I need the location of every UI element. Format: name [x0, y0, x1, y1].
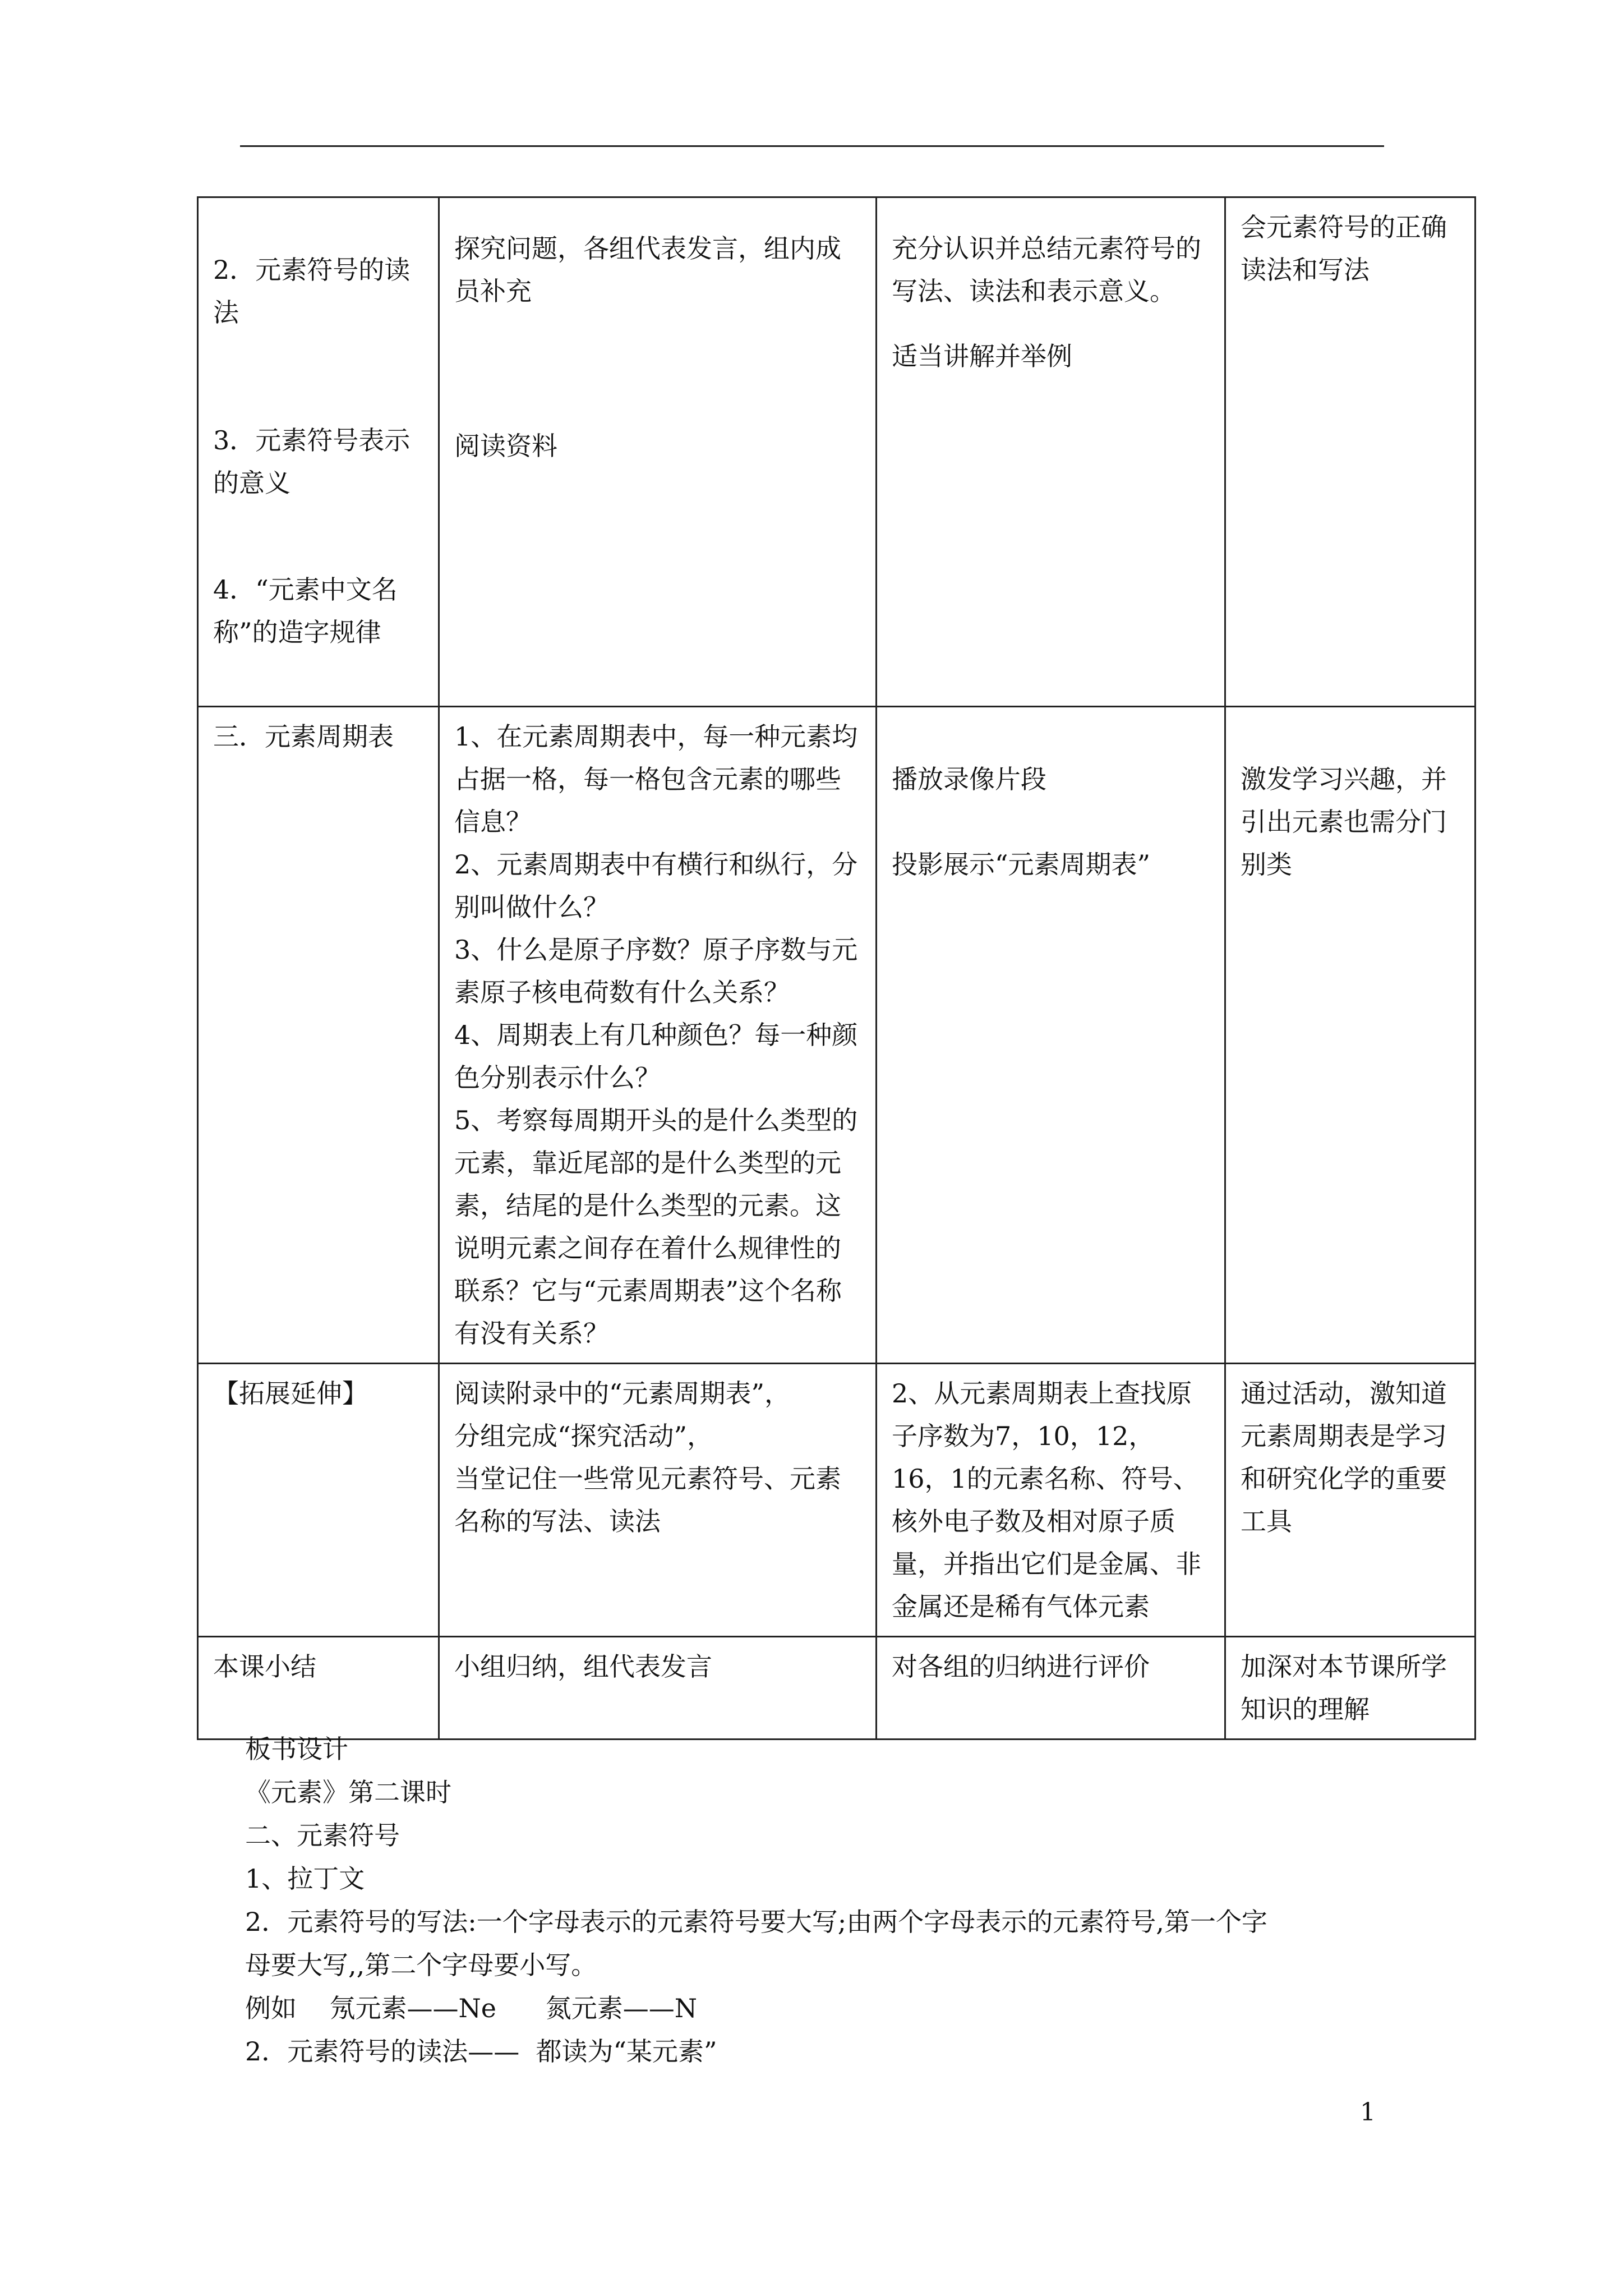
- table-cell: [198, 197, 439, 707]
- design-intent: 会元素符号的正确读法和写法: [1241, 212, 1447, 285]
- topic-summary: 本课小结: [213, 1651, 316, 1682]
- question-2: 2、元素周期表中有横行和纵行，分别叫做什么？: [454, 849, 858, 922]
- topic-extension: 【拓展延伸】: [213, 1378, 368, 1409]
- student-activity: 探究问题，各组代表发言，组内成员补充: [454, 233, 841, 306]
- page-number: 1: [1360, 2098, 1376, 2127]
- table-cell: [439, 1637, 877, 1740]
- board-line: 母要大写,,第二个字母要小写。: [245, 1950, 597, 1980]
- table-row: [198, 197, 1476, 707]
- topic-reading: 2．元素符号的读法: [213, 255, 411, 328]
- board-line: 例如 氖元素——Ne 氮元素——N: [245, 1993, 697, 2023]
- table-cell: [1225, 1364, 1476, 1637]
- student-activity: 分组完成“探究活动”，: [454, 1421, 713, 1451]
- table-cell: [1225, 1637, 1476, 1740]
- teacher-activity: 2、从元素周期表上查找原子序数为7，10，12，16，1的元素名称、符号、核外电子数及相对原子质量，并指出它们是金属、非金属还是稀有气体元素: [892, 1378, 1201, 1622]
- teacher-activity: 投影展示“元素周期表”: [892, 849, 1151, 880]
- table-cell: [198, 1637, 439, 1740]
- board-line: 《元素》第二课时: [245, 1777, 451, 1807]
- teacher-activity: 充分认识并总结元素符号的写法、读法和表示意义。: [892, 233, 1201, 306]
- question-3: 3、什么是原子序数？原子序数与元素原子核电荷数有什么关系？: [454, 935, 858, 1007]
- board-line: 2．元素符号的写法:一个字母表示的元素符号要大写;由两个字母表示的元素符号,第一个字: [245, 1907, 1267, 1937]
- board-line: 二、元素符号: [245, 1820, 400, 1851]
- table-row: [198, 1364, 1476, 1637]
- board-line: 2．元素符号的读法—— 都读为“某元素”: [245, 2036, 717, 2067]
- table-cell: [877, 197, 1225, 707]
- student-activity: 阅读资料: [454, 431, 557, 461]
- table-row: [198, 707, 1476, 1364]
- teacher-activity: 播放录像片段: [892, 764, 1046, 794]
- table-cell: [1225, 707, 1476, 1364]
- question-4: 4、周期表上有几种颜色？每一种颜色分别表示什么？: [454, 1020, 858, 1093]
- design-intent: 通过活动，激知道元素周期表是学习和研究化学的重要工具: [1241, 1378, 1447, 1536]
- board-line: 板书设计: [245, 1734, 348, 1764]
- board-line: 1、拉丁文: [245, 1864, 365, 1894]
- student-activity: 当堂记住一些常见元素符号、元素名称的写法、读法: [454, 1464, 841, 1536]
- table-cell: [198, 1364, 439, 1637]
- teacher-activity: 对各组的归纳进行评价: [892, 1651, 1150, 1682]
- topic-naming: 4．“元素中文名称”的造字规律: [213, 574, 398, 647]
- design-intent: 加深对本节课所学知识的理解: [1241, 1651, 1447, 1724]
- table-row: [198, 1637, 1476, 1740]
- question-5: 5、考察每周期开头的是什么类型的元素，靠近尾部的是什么类型的元素，结尾的是什么类型的元素。这说明元素之间存在着什么规律性的联系？它与“元素周期表”这个名称有没有关系？: [454, 1105, 858, 1349]
- table-cell: [877, 1364, 1225, 1637]
- table-cell: [439, 1364, 877, 1637]
- table-cell: [877, 1637, 1225, 1740]
- question-1: 1、在元素周期表中，每一种元素均占据一格，每一格包含元素的哪些信息？: [454, 721, 858, 837]
- student-activity: 阅读附录中的“元素周期表”，: [454, 1378, 791, 1409]
- lesson-table: [197, 196, 1476, 1740]
- topic-meaning: 3．元素符号表示的意义: [213, 425, 411, 498]
- board-design: [245, 1728, 1423, 2073]
- design-intent: 激发学习兴趣，并引出元素也需分门别类: [1241, 764, 1447, 880]
- student-activity: 小组归纳，组代表发言: [454, 1651, 712, 1682]
- header-rule: [240, 145, 1384, 147]
- topic-periodic-table: 三．元素周期表: [213, 721, 394, 752]
- table-cell: [439, 197, 877, 707]
- table-cell: [877, 707, 1225, 1364]
- table-cell: [439, 707, 877, 1364]
- teacher-activity: 适当讲解并举例: [892, 341, 1072, 371]
- table-cell: [198, 707, 439, 1364]
- table-cell: [1225, 197, 1476, 707]
